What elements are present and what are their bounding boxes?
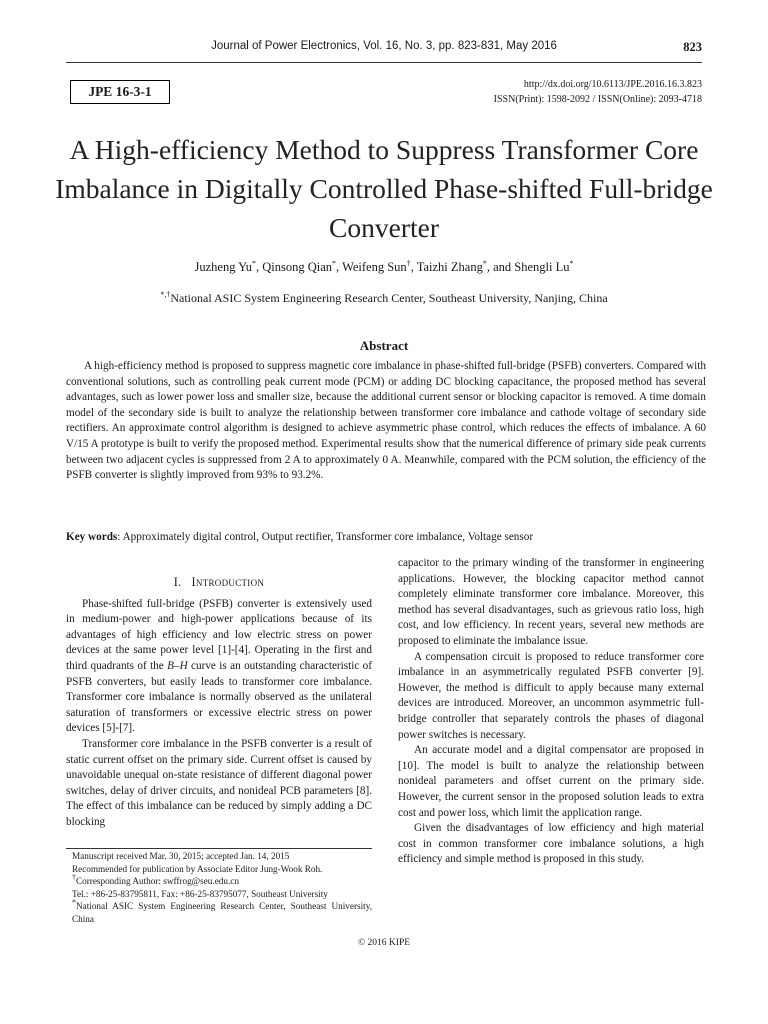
paper-id-box — [70, 80, 170, 104]
affiliation-mark: *,† — [160, 290, 171, 299]
author-mark: * — [252, 258, 256, 268]
paper-id: JPE 16-3-1 — [88, 84, 152, 99]
journal-citation: Journal of Power Electronics, Vol. 16, No. 3, pp. 823-831, May 2016 — [211, 40, 557, 52]
footnotes — [72, 850, 372, 926]
copyright: © 2016 KIPE — [357, 938, 411, 948]
footnote-text: Corresponding Author: swffrog@seu.edu.cn — [76, 876, 239, 887]
footnote-mark: † — [72, 873, 76, 883]
footnote-text: National ASIC System Engineering Research Center, Southeast University, China — [72, 901, 372, 924]
author-list: Juzheng Yu*, Qinsong Qian*, Weifeng Sun†, Taizhi Zhang*, and Shengli Lu* — [194, 258, 574, 274]
keywords-label: Key words — [66, 531, 118, 543]
doi-link[interactable]: http://dx.doi.org/10.6113/JPE.2016.16.3.823 — [523, 79, 702, 90]
page-number: 823 — [683, 40, 702, 54]
right-column — [398, 556, 704, 868]
header-rule — [66, 62, 702, 63]
footnote-line — [72, 863, 372, 876]
section-heading — [66, 575, 372, 591]
affiliation — [0, 291, 768, 306]
body-paragraph: Phase-shifted full-bridge (PSFB) converter is extensively used in medium-power and high-power applications because of its advantages of high efficiency and low electric stress on power devices at the same power level [1]-[4]. Operating in the first and third quadrants of the B–H curve is an outstanding characteristic of PSFB converters, but easily leads to transformer core imbalance. Transformer core imbalance is normally observed as the unilateral saturation of transformers or excessive electric stress on power devices [5]-[7]. — [66, 597, 372, 735]
section-title: Introduction — [191, 575, 265, 589]
abstract-text: A high-efficiency method is proposed to suppress magnetic core imbalance in phase-shifted full-bridge (PSFB) converters. Compared with conventional solutions, such as controlling peak current mode (PCM) or adding DC blocking capacitance, the proposed method has several advantages, such as lower power loss and smaller size, because the additional current sensor or blocking capacitor is removed. A time domain model of the secondary side is built to analyze the relationship between transformer core imbalance and cathode voltage of secondary side rectifiers. An approximate control algorithm is designed to achieve asymmetric phase control, which reduces the effects of imbalance. A 60 V/15 A prototype is built to verify the proposed method. Experimental results show that the numerical difference of primary side peak currents between two adjacent cycles is suppressed from 2 A to approximately 0 A. Meanwhile, compared with the PCM solution, the efficiency of the PSFB converter is slightly improved from 93% to 93.2%. — [66, 360, 706, 482]
author-name: Juzheng Yu — [194, 260, 252, 274]
author-name: Weifeng Sun — [342, 260, 407, 274]
footnote-line — [72, 850, 372, 863]
body-paragraph: capacitor to the primary winding of the transformer in engineering applications. However, the blocking capacitor method cannot completely eliminate transformer core imbalance. Moreover, this method has several disadvantages, such as grievous ratio loss, high cost, and low efficiency. In recent years, several new methods are proposed to eliminate the imbalance issue. — [398, 557, 704, 647]
keywords — [66, 531, 706, 543]
left-column — [66, 575, 372, 831]
abstract-heading: Abstract — [359, 338, 409, 353]
body-paragraph: Transformer core imbalance in the PSFB converter is a result of static current offset on the primary side. Current offset is caused by unavoidable unequal on-state resistance of different diagonal power switches, delay of driver circuits, and nonideal PCB parameters [8]. The effect of this imbalance can be reduced by simply adding a DC blocking — [66, 737, 372, 828]
footnote-text: Manuscript received Mar. 30, 2015; accepted Jan. 14, 2015 — [72, 851, 290, 861]
footnote-text: Tel.: +86-25-83795811, Fax: +86-25-83795077, Southeast University — [72, 888, 328, 899]
body-paragraph: Given the disadvantages of low efficiency and high material cost in common transformer core imbalance solutions, a high efficiency and simple method is proposed in this study. — [398, 822, 704, 866]
author-name: Taizhi Zhang — [416, 260, 483, 274]
footnote-line — [72, 888, 372, 901]
issn: ISSN(Print): 1598-2092 / ISSN(Online): 2093-4718 — [493, 94, 702, 105]
author-mark: † — [406, 258, 411, 268]
author-mark: * — [569, 258, 574, 268]
author-name: Shengli Lu — [514, 260, 570, 274]
section-number: I. — [173, 575, 182, 589]
paper-title: A High-efficiency Method to Suppress Transformer Core Imbalance in Digitally Controlled Phase-shifted Full-bridge Converter — [55, 134, 713, 243]
body-paragraph: A compensation circuit is proposed to reduce transformer core imbalance in an asymmetrically regulated PSFB converter [9]. However, the method is difficult to apply because many external devices are introduced. Moreover, an uncommon asymmetric full-bridge controller that separately controls the phases of diagonal power switches is necessary. — [398, 650, 704, 741]
footnote-rule — [66, 848, 372, 849]
author-mark: * — [482, 258, 487, 268]
author-name: Qinsong Qian — [262, 260, 333, 274]
affiliation-text: National ASIC System Engineering Research Center, Southeast University, Nanjing, China — [170, 291, 608, 305]
footnote-line — [72, 900, 372, 925]
footnote-line — [72, 875, 372, 888]
footnote-mark: * — [72, 898, 76, 908]
doi-block — [494, 77, 702, 107]
author-mark: * — [332, 258, 337, 268]
math-symbol: B–H — [167, 659, 188, 672]
body-paragraph: An accurate model and a digital compensator are proposed in [10]. The model is built to analyze the relationship between nonideal parameters and offset current on the primary side. However, the current sensor in the proposed solution leads to extra cost and power loss, which limit the application range. — [398, 744, 704, 819]
keywords-text: : Approximately digital control, Output rectifier, Transformer core imbalance, Voltage sensor — [117, 531, 534, 543]
footnote-text: Recommended for publication by Associate Editor Jung-Wook Roh. — [72, 863, 323, 874]
